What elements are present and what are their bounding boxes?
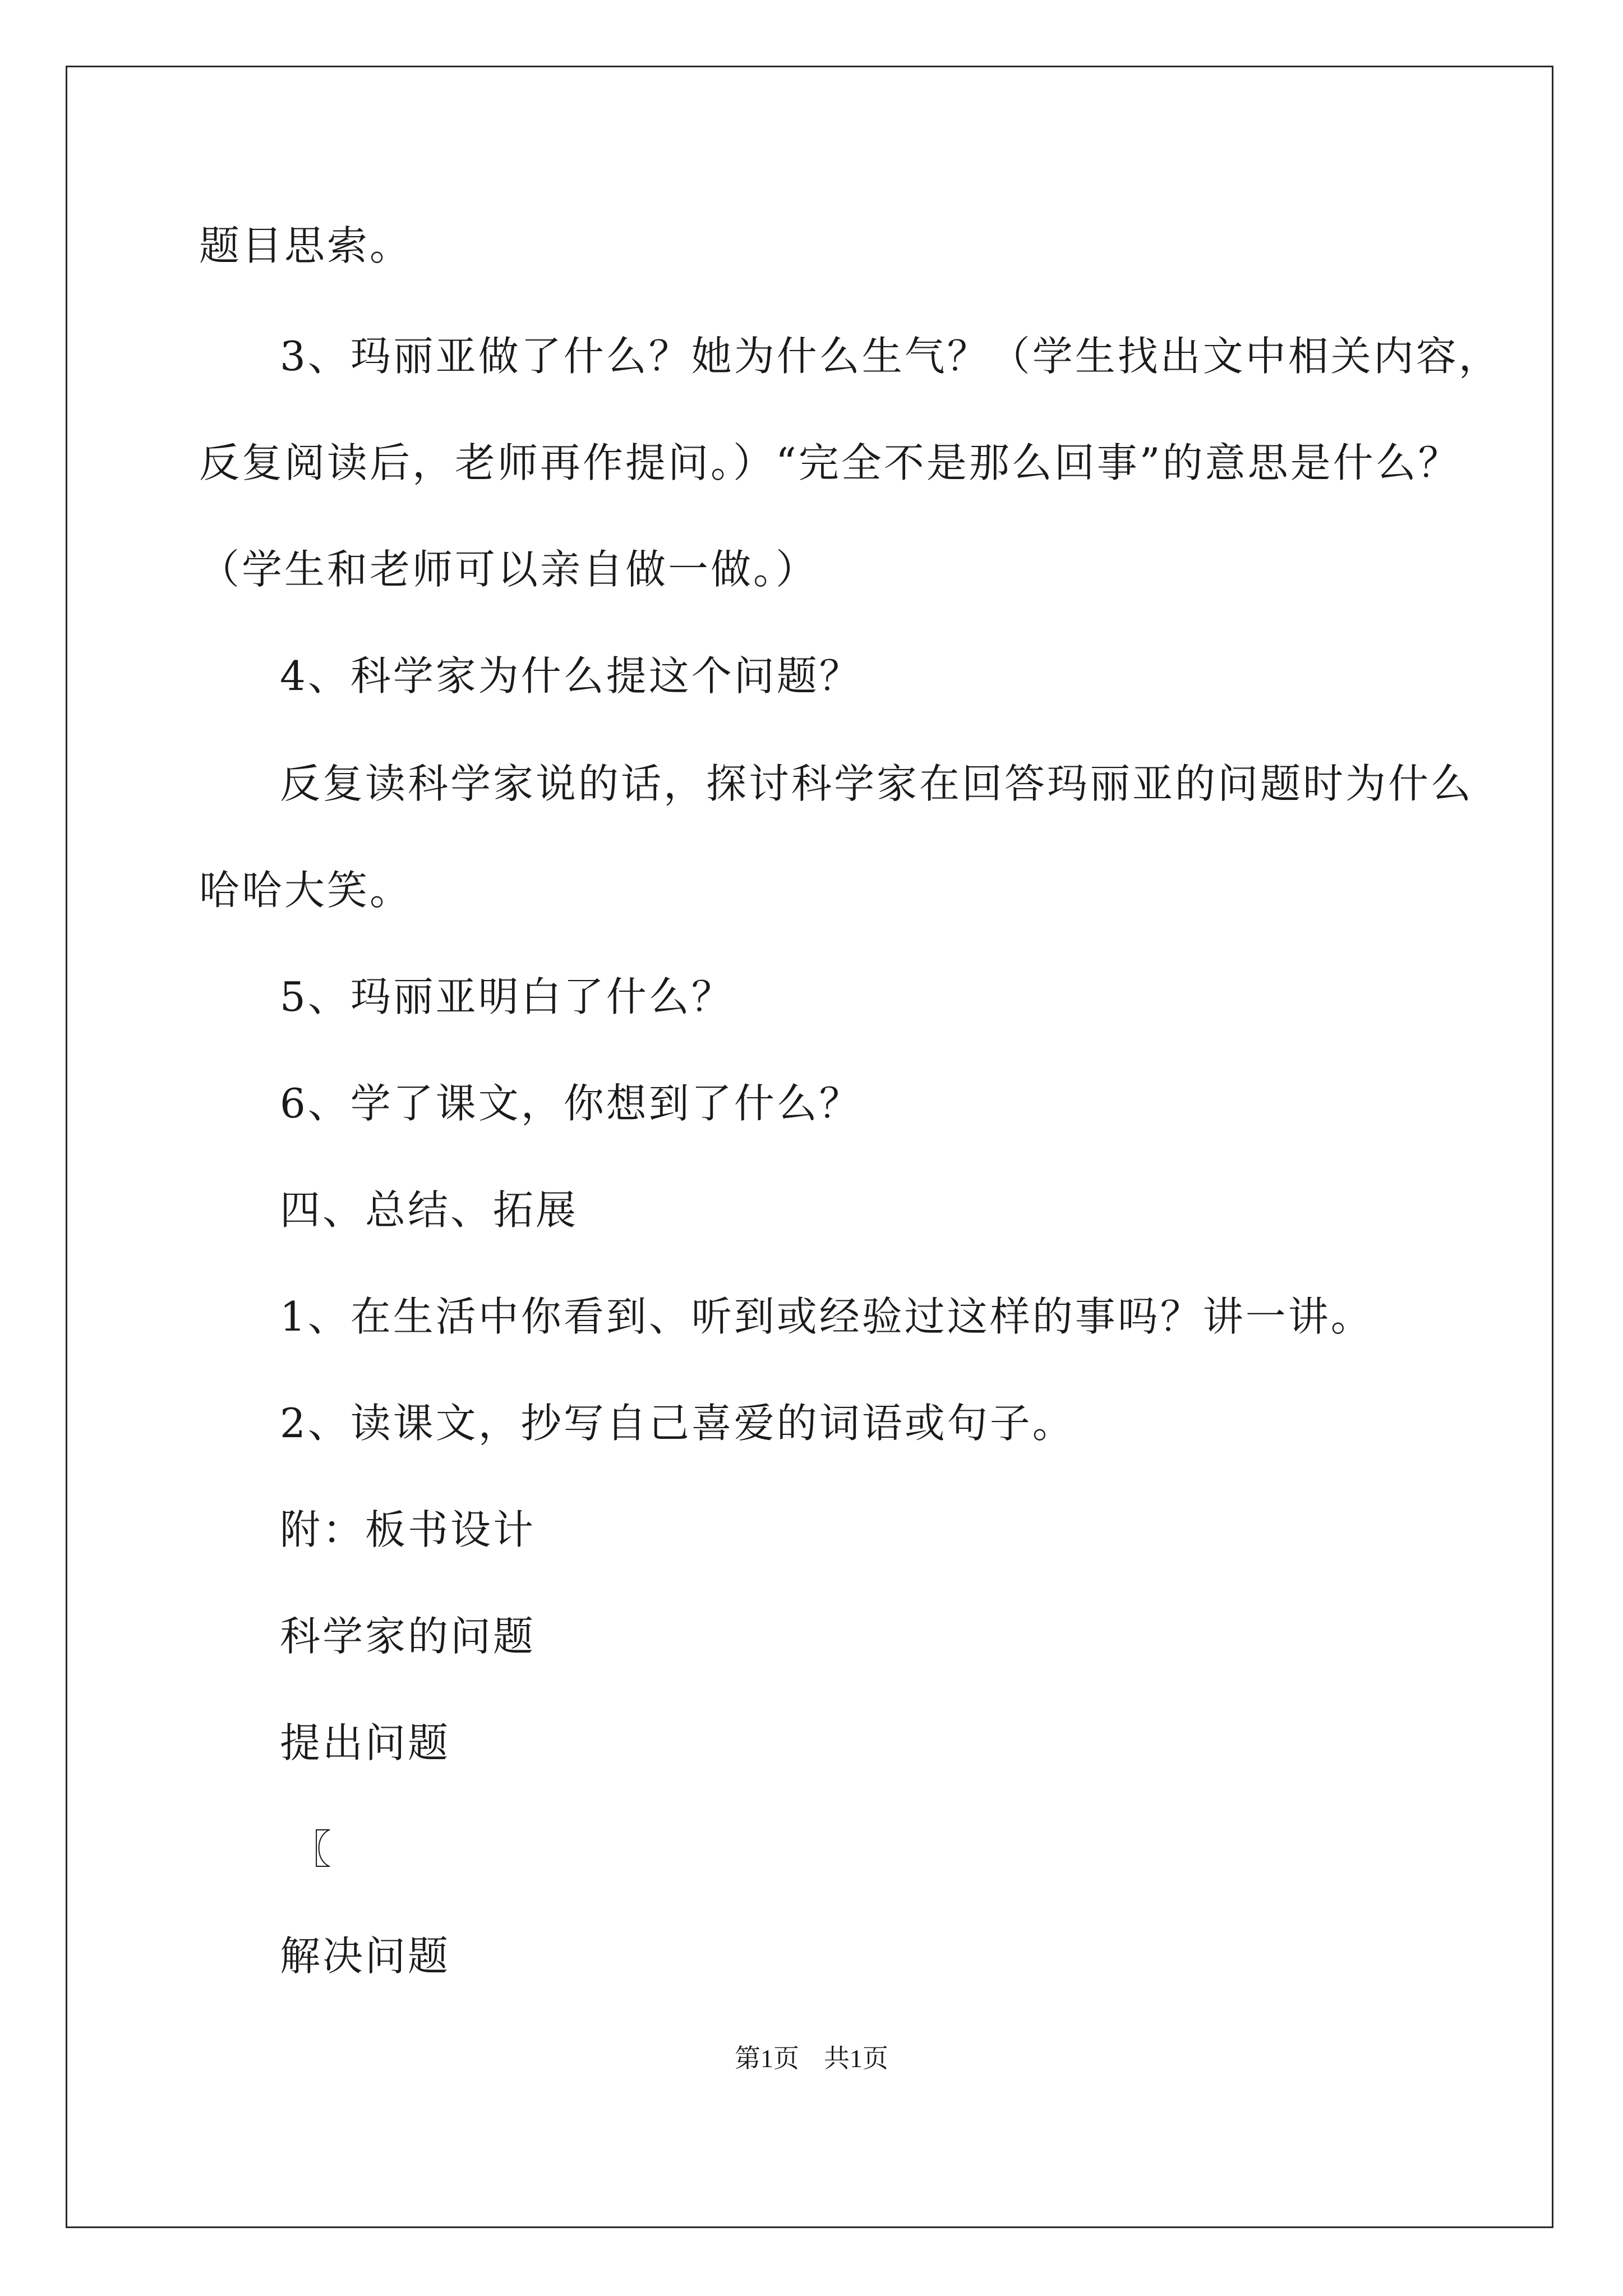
paragraph-line-12: 2、读课文，抄写自己喜爱的词语或句子。 [280, 1400, 1075, 1447]
paragraph-line-16: 〖 [291, 1826, 334, 1873]
paragraph-line-15: 提出问题 [280, 1719, 451, 1766]
paragraph-line-2: 3、玛丽亚做了什么？她为什么生气？（学生找出文中相关内容， [280, 333, 1501, 380]
paragraph-line-8: 5、玛丽亚明白了什么？ [280, 973, 734, 1020]
page-footer [0, 2043, 1623, 2074]
page-border [66, 66, 1553, 2228]
paragraph-line-4: （学生和老师可以亲自做一做。） [199, 546, 819, 593]
paragraph-line-5: 4、科学家为什么提这个问题？ [280, 652, 862, 700]
paragraph-line-10: 四、总结、拓展 [280, 1186, 579, 1234]
page-number-total: 共1页 [824, 2044, 888, 2073]
paragraph-line-1: 题目思索。 [199, 222, 413, 269]
paragraph-line-13: 附：板书设计 [280, 1506, 536, 1553]
paragraph-line-11: 1、在生活中你看到、听到或经验过这样的事吗？讲一讲。 [280, 1293, 1373, 1340]
paragraph-line-7: 哈哈大笑。 [199, 867, 413, 914]
paragraph-line-9: 6、学了课文，你想到了什么？ [280, 1080, 862, 1127]
paragraph-line-6: 反复读科学家说的话，探讨科学家在回答玛丽亚的问题时为什么 [280, 760, 1474, 807]
paragraph-line-3: 反复阅读后，老师再作提问。）“完全不是那么回事”的意思是什么？ [199, 439, 1461, 486]
page-number-current: 第1页 [735, 2044, 799, 2073]
paragraph-line-14: 科学家的问题 [280, 1613, 536, 1660]
paragraph-line-17: 解决问题 [280, 1932, 451, 1980]
